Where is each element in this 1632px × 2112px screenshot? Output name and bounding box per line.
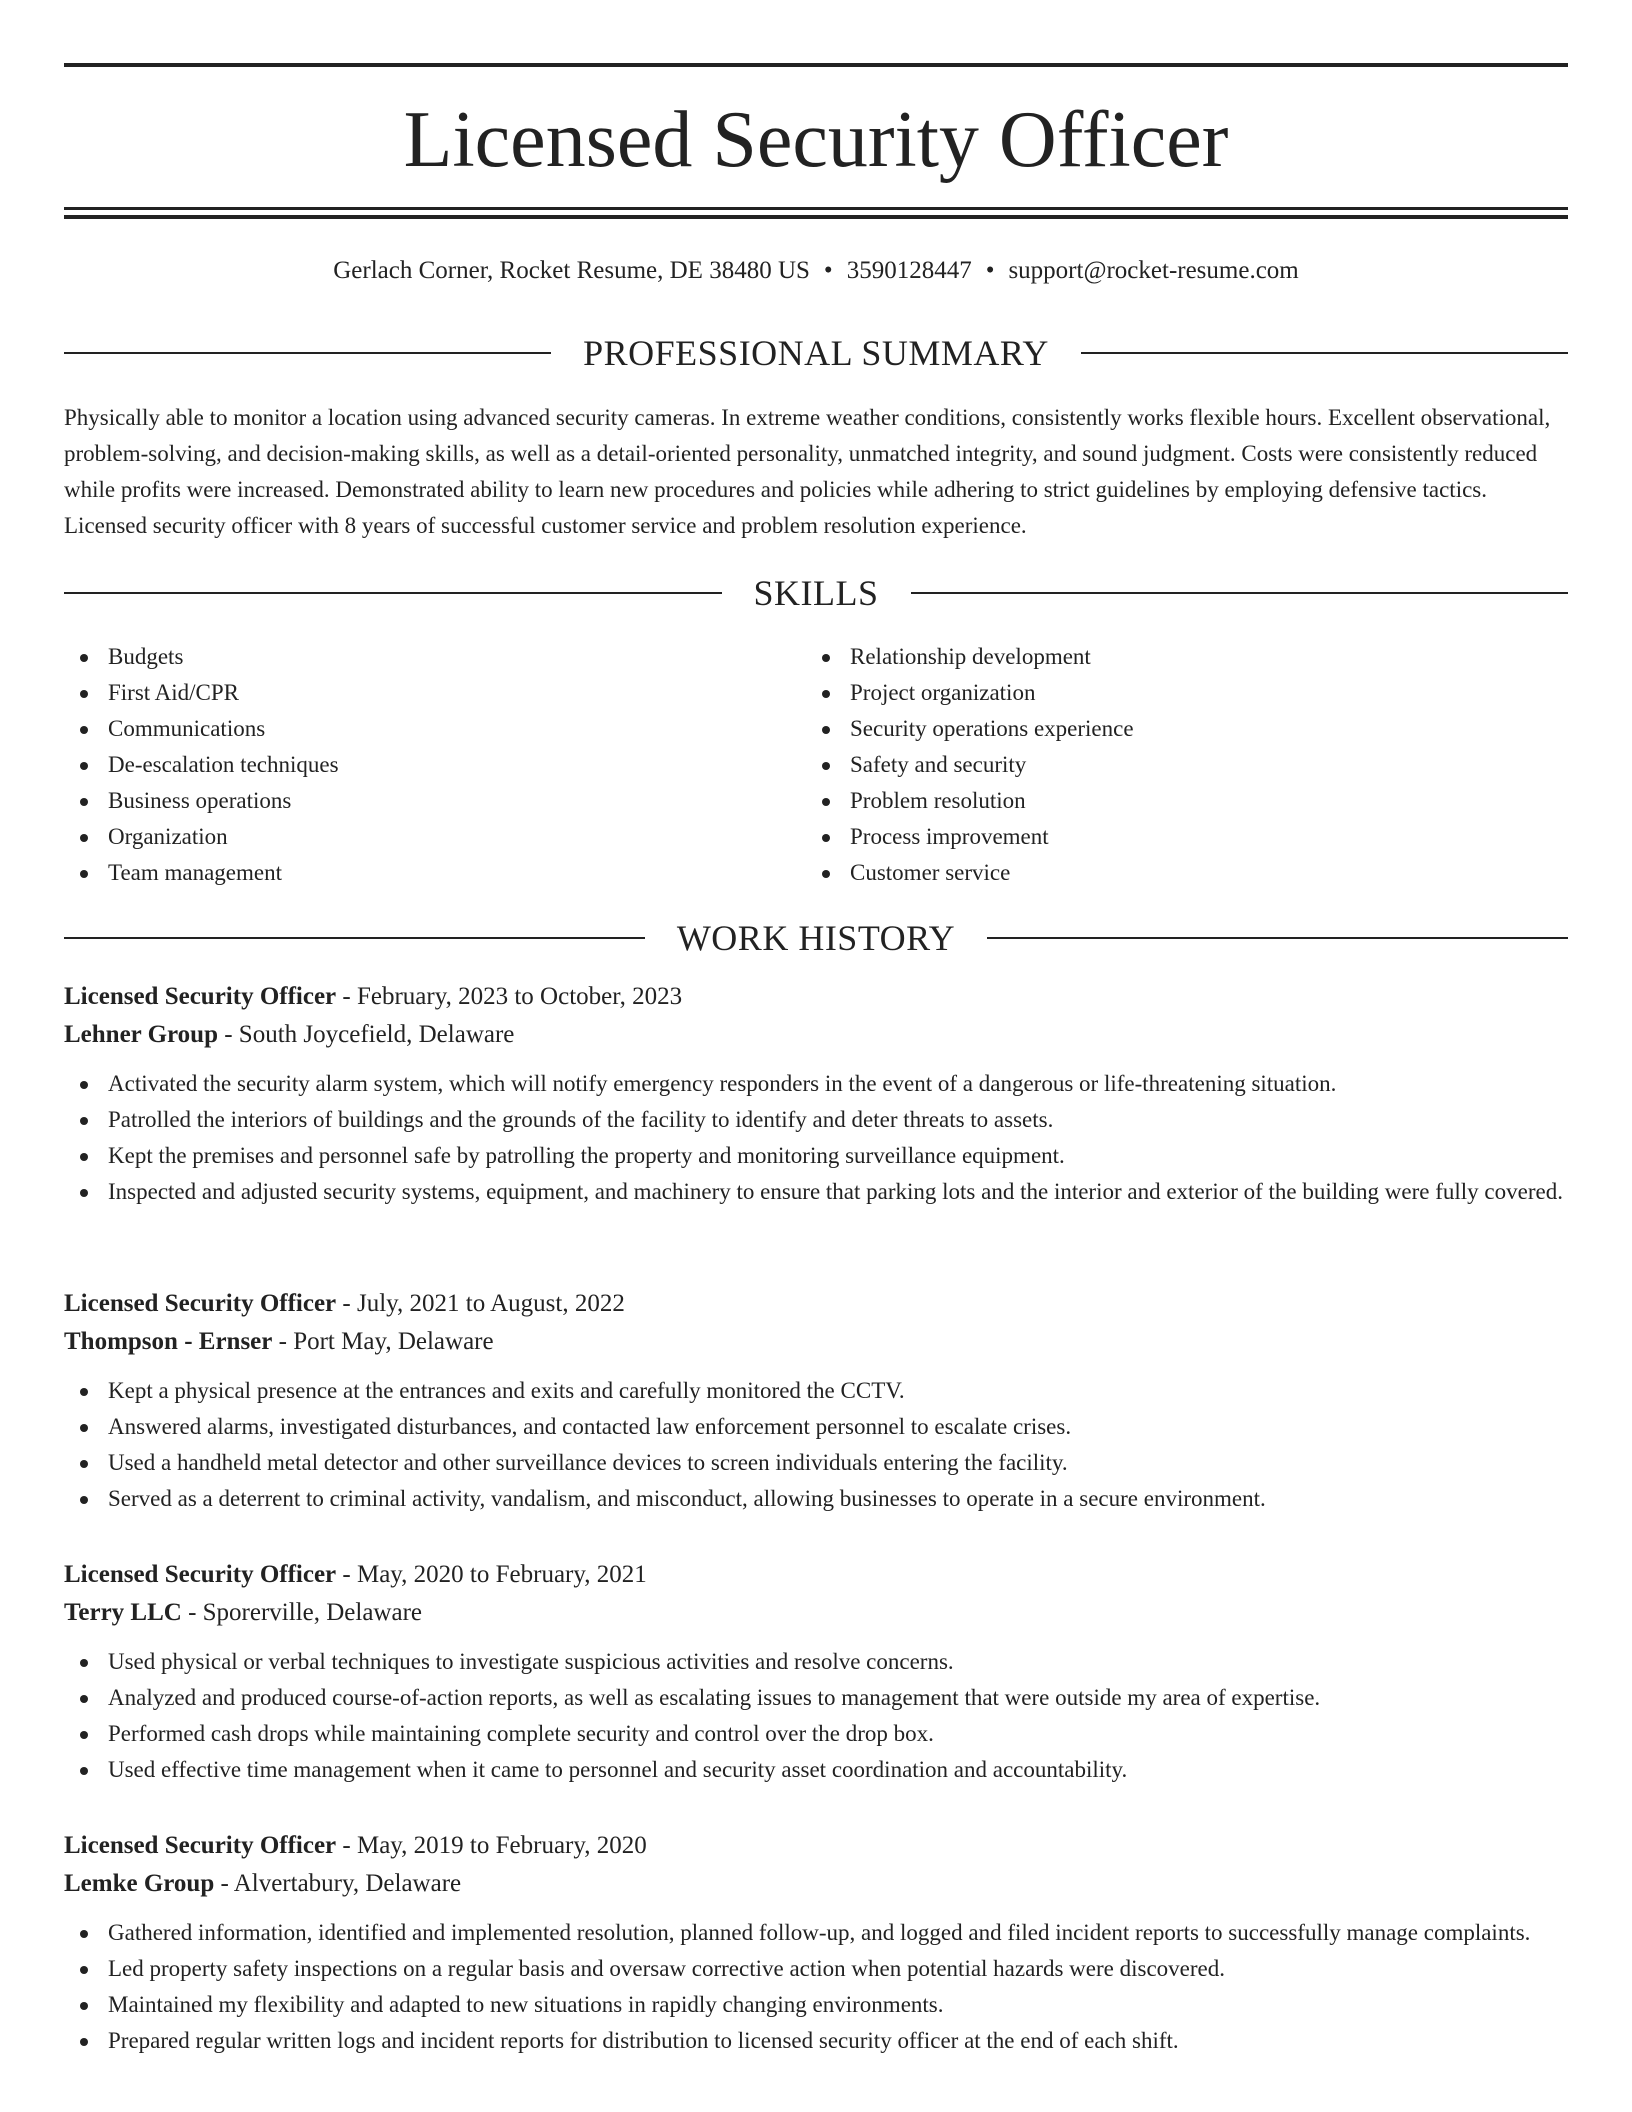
job-bullet: Answered alarms, investigated disturbances, and contacted law enforcement personnel to escalate crises. [64, 1409, 1568, 1445]
work-section-title: WORK HISTORY [676, 918, 956, 958]
contact-separator: • [823, 257, 833, 284]
job-bullet: Used a handheld metal detector and other surveillance devices to screen individuals entering the facility. [64, 1445, 1568, 1481]
job-location: - South Joycefield, Delaware [217, 1021, 515, 1048]
header-double-rule-upper [64, 207, 1568, 210]
job-role-line [64, 1556, 1568, 1594]
header-double-rule-lower [64, 215, 1568, 219]
section-rule-left [64, 352, 551, 354]
job-role: Licensed Security Officer [64, 1832, 337, 1859]
job-entry [64, 1827, 1568, 2059]
skill-item: Security operations experience [806, 711, 1566, 747]
job-company-line [64, 1016, 1568, 1054]
job-bullet: Maintained my flexibility and adapted to new situations in rapidly changing environments. [64, 1987, 1568, 2023]
skill-item: Relationship development [806, 639, 1566, 675]
job-role: Licensed Security Officer [64, 1290, 337, 1317]
job-location: - Alvertabury, Delaware [214, 1870, 462, 1897]
skill-item: Organization [64, 819, 804, 855]
job-dates: - May, 2020 to February, 2021 [336, 1561, 647, 1588]
job-bullet-list [64, 1644, 1568, 1788]
job-role: Licensed Security Officer [64, 983, 337, 1010]
resume-title: Licensed Security Officer [403, 96, 1229, 184]
section-rule-right [987, 937, 1568, 939]
section-rule-right [911, 592, 1569, 594]
skill-item: Problem resolution [806, 783, 1566, 819]
job-bullet: Inspected and adjusted security systems, equipment, and machinery to ensure that parking lots and the interior and exterior of the building were fully covered. [64, 1174, 1568, 1210]
summary-section-heading [64, 328, 1568, 378]
job-company: Lehner Group [64, 1021, 218, 1048]
section-rule-left [64, 592, 722, 594]
job-bullet: Used physical or verbal techniques to investigate suspicious activities and resolve concerns. [64, 1644, 1568, 1680]
job-dates: - May, 2019 to February, 2020 [336, 1832, 647, 1859]
skill-item: Customer service [806, 855, 1566, 891]
job-location: - Port May, Delaware [272, 1328, 494, 1355]
job-company: Terry LLC [64, 1599, 182, 1626]
job-entry [64, 1556, 1568, 1788]
section-rule-left [64, 937, 645, 939]
skill-item: Team management [64, 855, 804, 891]
summary-section-title: PROFESSIONAL SUMMARY [583, 333, 1049, 373]
skill-item: Process improvement [806, 819, 1566, 855]
job-company-line [64, 1865, 1568, 1903]
job-bullet-list [64, 1066, 1568, 1210]
contact-line [64, 253, 1568, 289]
section-rule-right [1081, 352, 1568, 354]
header-top-rule [64, 63, 1568, 67]
skill-item: De-escalation techniques [64, 747, 804, 783]
job-role: Licensed Security Officer [64, 1561, 337, 1588]
job-entry [64, 978, 1568, 1210]
job-location: - Sporerville, Delaware [181, 1599, 423, 1626]
skills-list-left [64, 639, 804, 891]
contact-email: support@rocket-resume.com [1008, 257, 1299, 284]
contact-address: Gerlach Corner, Rocket Resume, DE 38480 US [333, 257, 810, 284]
job-dates: - July, 2021 to August, 2022 [336, 1290, 625, 1317]
job-bullet: Analyzed and produced course-of-action reports, as well as escalating issues to management that were outside my area of expertise. [64, 1680, 1568, 1716]
work-section-heading [64, 913, 1568, 963]
skill-item: Safety and security [806, 747, 1566, 783]
job-bullet-list [64, 1373, 1568, 1517]
job-bullet: Used effective time management when it came to personnel and security asset coordination and accountability. [64, 1752, 1568, 1788]
job-bullet: Kept the premises and personnel safe by patrolling the property and monitoring surveillance equipment. [64, 1138, 1568, 1174]
job-company-line [64, 1323, 1568, 1361]
skills-section-heading [64, 568, 1568, 618]
job-role-line [64, 978, 1568, 1016]
skill-item: Project organization [806, 675, 1566, 711]
job-entry [64, 1285, 1568, 1517]
job-role-line [64, 1827, 1568, 1865]
job-dates: - February, 2023 to October, 2023 [336, 983, 683, 1010]
job-bullet: Led property safety inspections on a regular basis and oversaw corrective action when potential hazards were discovered. [64, 1951, 1568, 1987]
job-bullet: Prepared regular written logs and incident reports for distribution to licensed security officer at the end of each shift. [64, 2023, 1568, 2059]
skill-item: Business operations [64, 783, 804, 819]
skill-item: First Aid/CPR [64, 675, 804, 711]
summary-text: Physically able to monitor a location using advanced security cameras. In extreme weather conditions, consistently works flexible hours. Excellent observational, problem-solving, and decision-making skills, as well as a detail-oriented personality, unmatched integrity, and sound judgment. Costs were consistently reduced while profits were increased. Demonstrated ability to learn new procedures and policies while adhering to strict guidelines by employing defensive tactics. Licensed security officer with 8 years of successful customer service and problem resolution experience. [64, 405, 1551, 538]
job-bullet: Activated the security alarm system, which will notify emergency responders in the event of a dangerous or life-threatening situation. [64, 1066, 1568, 1102]
job-company-line [64, 1594, 1568, 1632]
skill-item: Communications [64, 711, 804, 747]
contact-phone: 3590128447 [846, 257, 972, 284]
job-bullet: Gathered information, identified and implemented resolution, planned follow-up, and logged and filed incident reports to successfully manage complaints. [64, 1915, 1568, 1951]
job-company: Thompson - Ernser [64, 1328, 273, 1355]
skill-item: Budgets [64, 639, 804, 675]
job-bullet: Kept a physical presence at the entrances and exits and carefully monitored the CCTV. [64, 1373, 1568, 1409]
job-role-line [64, 1285, 1568, 1323]
skills-list-right [806, 639, 1566, 891]
skills-section-title: SKILLS [753, 573, 879, 613]
job-bullet-list [64, 1915, 1568, 2059]
job-company: Lemke Group [64, 1870, 215, 1897]
job-bullet: Patrolled the interiors of buildings and the grounds of the facility to identify and deter threats to assets. [64, 1102, 1568, 1138]
job-bullet: Served as a deterrent to criminal activity, vandalism, and misconduct, allowing businesses to operate in a secure environment. [64, 1481, 1568, 1517]
contact-separator: • [985, 257, 995, 284]
job-bullet: Performed cash drops while maintaining complete security and control over the drop box. [64, 1716, 1568, 1752]
